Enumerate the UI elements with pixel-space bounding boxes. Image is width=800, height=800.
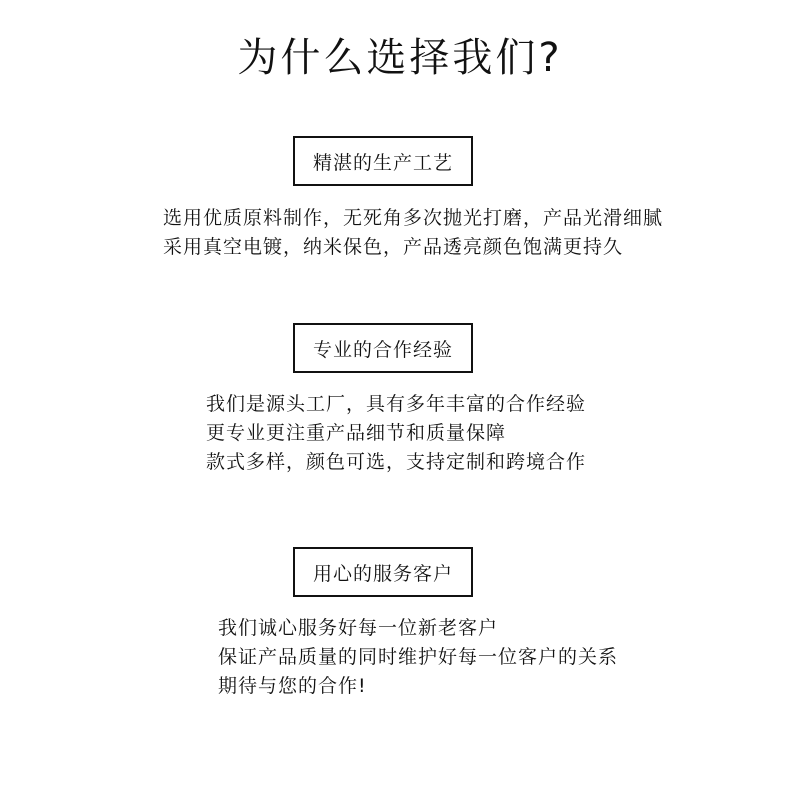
body-line: 我们诚心服务好每一位新老客户 xyxy=(218,617,499,639)
body-line: 款式多样，颜色可选，支持定制和跨境合作 xyxy=(206,451,587,473)
section-heading-label: 用心的服务客户 xyxy=(312,562,453,585)
section-heading-service xyxy=(293,547,473,597)
section-heading-craftsmanship xyxy=(293,136,473,186)
body-line: 期待与您的合作! xyxy=(218,675,367,697)
body-line: 采用真空电镀，纳米保色，产品透亮颜色饱满更持久 xyxy=(163,236,624,258)
section-body-experience xyxy=(206,390,586,477)
body-line: 我们是源头工厂，具有多年丰富的合作经验 xyxy=(206,393,587,415)
section-heading-label: 专业的合作经验 xyxy=(312,338,453,361)
body-line: 选用优质原料制作，无死角多次抛光打磨，产品光滑细腻 xyxy=(163,207,664,229)
section-heading-experience xyxy=(293,323,473,373)
section-body-service xyxy=(218,614,618,701)
page-title: 为什么选择我们? xyxy=(237,35,563,81)
section-body-craftsmanship xyxy=(163,204,663,262)
section-heading-label: 精湛的生产工艺 xyxy=(312,151,453,174)
body-line: 保证产品质量的同时维护好每一位客户的关系 xyxy=(218,646,619,668)
body-line: 更专业更注重产品细节和质量保障 xyxy=(206,422,507,444)
